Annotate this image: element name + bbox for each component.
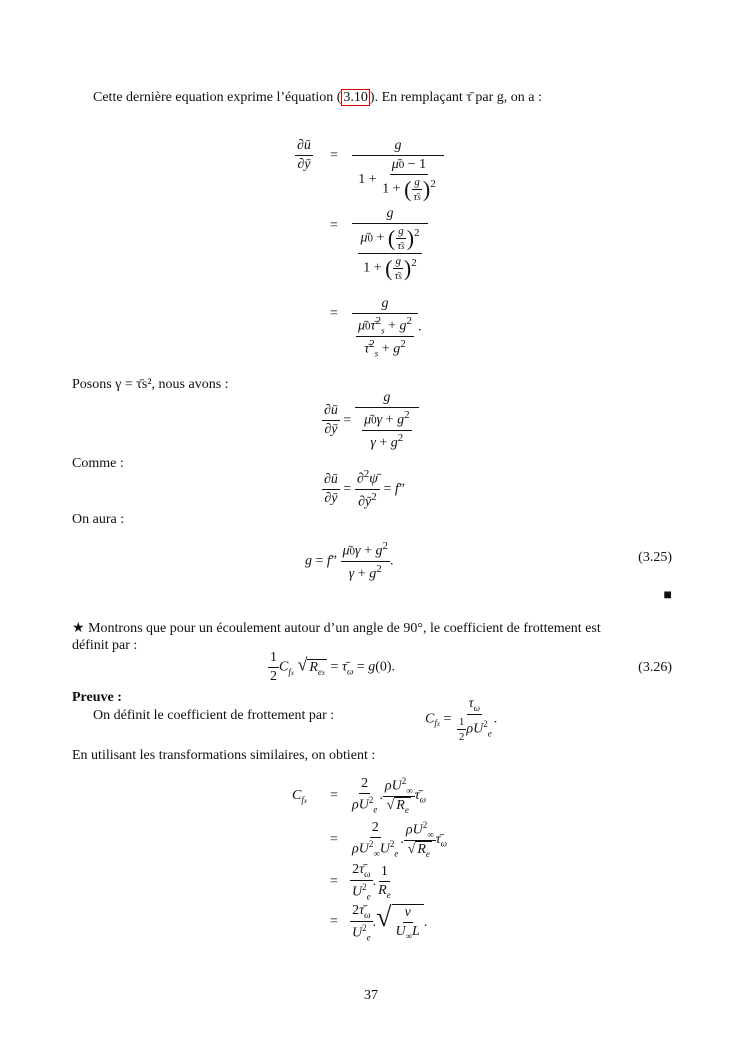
utilisant-text: En utilisant les transformations similaires, on obtient : xyxy=(72,748,376,763)
intro-paragraph xyxy=(93,90,542,106)
equation-ref-link[interactable]: 3.10 xyxy=(343,90,368,105)
equation-3-26: $\frac{1}{2}$ $C_{fx}$ √ $R_{ex}$ = $\taū_\omega = g(0)$. xyxy=(270,650,396,684)
proof-text: On définit le coefficient de frottement par : xyxy=(93,708,335,723)
intro-text: Cette dernière equation exprime l’équation ( xyxy=(93,90,342,105)
statement-line-1 xyxy=(72,620,601,637)
statement-line-2: définit par : xyxy=(72,638,138,653)
page-number: 37 xyxy=(364,988,378,1003)
statement-text-1: Montrons que pour un écoulement autour d’un angle de 90°, le coefficient de frottement est xyxy=(88,621,601,636)
qed-square: ■ xyxy=(663,588,672,603)
equation-block-2: $\frac{\partial ū}{\partial ȳ}$ = $\frac{g}{\frac{\mū0\gamma + g^2}{\gamma + g^2}}$ xyxy=(322,390,419,451)
equation-3-25: g = f” $\frac{\mū0\gamma + g^2}{\gamma + g^2}$ . xyxy=(305,540,394,582)
comme-text: Comme : xyxy=(72,456,124,471)
star-icon: ★ xyxy=(72,621,85,636)
on-aura-text: On aura : xyxy=(72,512,125,527)
equation-cf-definition: $C_{fx}$ = $\tau_\omega$ $\frac{1}{2}$ $\rho U^2_e$ . xyxy=(425,696,498,743)
equation-number-3-25: (3.25) xyxy=(638,550,672,565)
intro-text-end: ). En remplaçant τ̄ par g, on a : xyxy=(369,90,542,105)
equation-number-3-26: (3.26) xyxy=(638,660,672,675)
equation-block-3: $\frac{\partial ū}{\partial ȳ}$ = $\frac{\partial^2\psī}{\partial ȳ^2}$ = f” xyxy=(324,468,405,510)
posons-text: Posons γ = τ̄s², nous avons : xyxy=(72,377,229,392)
proof-title: Preuve : xyxy=(72,690,122,705)
